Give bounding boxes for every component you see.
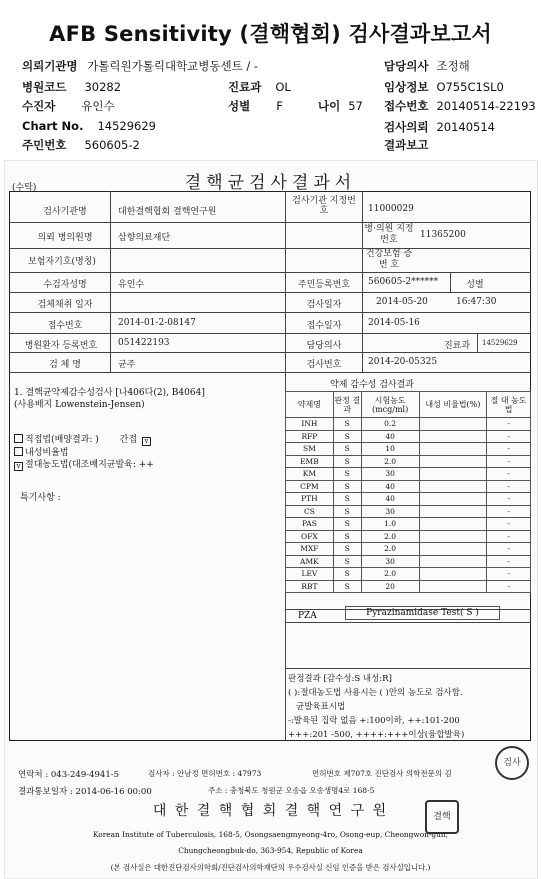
drug-ratio (419, 418, 487, 431)
patient-reg-label: 병원환자 등록번호 (24, 341, 98, 351)
drug-absolute: - (487, 505, 531, 518)
drug-result: S (333, 568, 361, 581)
footer-english-1: Korean Institute of Tuberculosis, 168-5, Osongsaengmyeong-4ro, Osong-eup, Cheongwon-gun, (92, 830, 449, 839)
drug-result: S (333, 580, 361, 593)
drug-ratio (419, 555, 487, 568)
footer-report-date: 결과통보일자 : 2014-06-16 00:00 (18, 787, 152, 797)
drug-ratio (419, 568, 487, 581)
inst-no-value: 11000029 (368, 204, 414, 214)
inst-value: 대한결핵협회 결핵연구원 (118, 207, 217, 217)
req-no-value: 11365200 (420, 230, 466, 240)
drug-row (286, 443, 531, 456)
drug-absolute: - (487, 580, 531, 593)
drug-name: OFX (286, 530, 334, 543)
direct-checkbox (14, 434, 23, 443)
receipt-label: 접수번호 (384, 99, 429, 113)
drug-name: CPM (286, 480, 334, 493)
chart-no-label: Chart No. (22, 119, 84, 133)
col-absolute: 절 대 농도법 (487, 392, 531, 418)
test-date-label: 검사일자 (306, 300, 342, 310)
request-value: 20140514 (436, 120, 495, 134)
col-result: 판정 결과 (333, 392, 361, 418)
footer-disclaimer: (본 검사실은 대한진단검사의학회/진단검사의학재단의 우수검사실 신임 인증을 받은 검사실입니다.) (110, 863, 431, 872)
chart-no-value: 14529629 (97, 119, 156, 133)
drug-ratio (419, 430, 487, 443)
drug-ratio (419, 505, 487, 518)
pza-value: Pyrazinamidase Test( S ) (345, 606, 500, 620)
specimen-label: 검 체 명 (49, 360, 81, 370)
specimen-value: 균주 (118, 360, 136, 370)
drug-conc: 2.0 (361, 543, 419, 556)
absolute-checkbox: v (14, 462, 23, 471)
footer-organization: 대 한 결 핵 협 회 결 핵 연 구 원 (152, 803, 389, 819)
drug-ratio (419, 580, 487, 593)
drug-name: AMK (286, 555, 334, 568)
drug-ratio (419, 480, 487, 493)
drug-ratio (419, 468, 487, 481)
test-time-value: 16:47:30 (456, 297, 497, 307)
sex-value: F (276, 99, 283, 113)
drug-row (286, 555, 531, 568)
drug-name: RBT (286, 580, 334, 593)
report-label: 결과보고 (384, 138, 429, 152)
footer-english-2: Chungcheongbuk-do, 363-954, Republic of Korea (178, 846, 363, 855)
sex-label: 성별 (228, 99, 251, 113)
receipt-value: 20140514-22193 (436, 99, 536, 113)
drug-conc: 40 (361, 430, 419, 443)
footer-examiner: 검사자 : 안남정 면허번호 : 47973 (148, 769, 262, 778)
test-no-label: 검사번호 (306, 360, 342, 370)
doctor-value: 조정해 (436, 59, 470, 73)
patient-label: 수진자 (22, 99, 56, 113)
pza-label: PZA (298, 611, 317, 621)
requester-hospital-value: 삼향의료재단 (118, 233, 171, 243)
drug-conc: 30 (361, 468, 419, 481)
footer-address: 주소 : 충청북도 청원군 오송읍 오송생명4로 168-5 (208, 786, 375, 795)
drug-row (286, 480, 531, 493)
sensitivity-table (285, 391, 531, 593)
collect-date-label: 검체채취 일자 (37, 300, 93, 310)
drug-name: LEV (286, 568, 334, 581)
drug-absolute: - (487, 418, 531, 431)
footer-phone: 연락처 : 043-249-4941-5 (18, 770, 120, 780)
legend-line-2: ( ):절대농도법 사용시는 ( )안의 농도로 검사함. (288, 688, 463, 698)
drug-conc: 0.2 (361, 418, 419, 431)
col-ratio: 내성 비율법(%) (419, 392, 487, 418)
req-no-label: 병·의원 지정번호 (364, 224, 414, 245)
drug-result: S (333, 443, 361, 456)
drug-row (286, 568, 531, 581)
method-line-1: 1. 결핵균약제감수성검사 [나406다(2), B4064] (14, 388, 205, 398)
requester-label: 의뢰기관명 (22, 59, 78, 73)
ratio-checkbox (14, 447, 23, 456)
drug-absolute: - (487, 468, 531, 481)
drug-conc: 2.0 (361, 455, 419, 468)
patient-reg-value: 051422193 (118, 338, 170, 348)
dept-label: 진료과 (228, 80, 262, 94)
drug-absolute: - (487, 480, 531, 493)
drug-row (286, 530, 531, 543)
drug-absolute: - (487, 443, 531, 456)
requester-value: 가톨릭원가톨릭대학교병동센트 / - (87, 59, 259, 73)
drug-ratio (419, 455, 487, 468)
age-label: 나이 (318, 99, 341, 113)
drug-row (286, 418, 531, 431)
age-value: 57 (348, 99, 363, 113)
test-no-value: 2014-20-05325 (368, 357, 438, 367)
drug-ratio (419, 493, 487, 506)
receipt-no-label: 접수번호 (47, 321, 83, 331)
sensitivity-caption: 약제 감수성 검사결과 (330, 380, 414, 390)
drug-conc: 2.0 (361, 530, 419, 543)
col-conc: 시험농도 (mcg/ml) (361, 392, 419, 418)
dept-value-scan: 14529629 (482, 339, 518, 347)
drug-name: KM (286, 468, 334, 481)
drug-absolute: - (487, 568, 531, 581)
hospital-code-value: 30282 (84, 80, 122, 94)
subject-rrn-value: 560605-2****** (368, 277, 439, 287)
drug-absolute: - (487, 430, 531, 443)
indirect-checkbox: v (142, 437, 151, 446)
drug-conc: 40 (361, 480, 419, 493)
dept-label-scan: 진료과 (443, 341, 471, 351)
drug-absolute: - (487, 455, 531, 468)
doctor-label: 담당의사 (384, 59, 429, 73)
direct-label: 직접법(배양결과: ) (25, 435, 99, 445)
requester-row (22, 58, 258, 74)
drug-name: PTH (286, 493, 334, 506)
inst-no-label: 검사기관 지정번호 (292, 196, 356, 216)
remarks-label: 특기사항 : (20, 493, 61, 503)
legend-line-5: +++:201 -500, ++++:+++이상(융합발육) (288, 730, 465, 740)
drug-name: CS (286, 505, 334, 518)
drug-ratio (419, 518, 487, 531)
org-seal: 결핵 (425, 800, 459, 834)
drug-name: PAS (286, 518, 334, 531)
drug-result: S (333, 430, 361, 443)
clinical-label: 임상정보 (384, 80, 429, 94)
requester-hospital-label: 의뢰 병의원명 (37, 233, 93, 243)
receipt-no-value: 2014-01-2-08147 (118, 318, 196, 328)
subject-name-value: 유인수 (118, 280, 145, 290)
drug-conc: 1.0 (361, 518, 419, 531)
report-title: AFB Sensitivity (결핵협회) 검사결과보고서 (49, 22, 492, 46)
dept-value: OL (275, 80, 291, 94)
drug-conc: 10 (361, 443, 419, 456)
drug-name: INH (286, 418, 334, 431)
drug-result: S (333, 418, 361, 431)
absolute-label: 절대농도법(대조배지균발육: ++ (25, 460, 154, 470)
drug-result: S (333, 555, 361, 568)
hospital-code-label: 병원코드 (22, 80, 67, 94)
direct-method-row (14, 432, 153, 446)
drug-conc: 30 (361, 505, 419, 518)
drug-absolute: - (487, 543, 531, 556)
indirect-label: 간접 (119, 435, 138, 445)
subject-sex-label: 성별 (466, 280, 484, 290)
lab-seal: 검사 (495, 746, 529, 780)
insurer-label: 보험자기호(명칭) (28, 257, 96, 267)
ratio-label: 내성비율법 (25, 448, 69, 458)
drug-row (286, 455, 531, 468)
legend-line-1: 판정결과 [감수성:S 내성:R] (288, 674, 392, 684)
drug-ratio (419, 543, 487, 556)
drug-result: S (333, 468, 361, 481)
drug-row (286, 468, 531, 481)
scan-title: 결핵균검사결과서 (184, 173, 357, 193)
footer-license: 면허번호 제707호 진단검사 의학전문의 김 (312, 769, 452, 778)
drug-result: S (333, 493, 361, 506)
drug-row (286, 518, 531, 531)
drug-row (286, 505, 531, 518)
legend-line-3: 균발육표시법 (296, 702, 346, 712)
drug-result: S (333, 480, 361, 493)
clinical-value: O755C1SL0 (436, 80, 504, 94)
drug-result: S (333, 530, 361, 543)
drug-row (286, 430, 531, 443)
drug-row (286, 543, 531, 556)
subject-rrn-label: 주민등록번호 (297, 280, 351, 290)
patient-value: 유인수 (81, 99, 115, 113)
drug-absolute: - (487, 530, 531, 543)
drug-result: S (333, 518, 361, 531)
attending-label: 담당의사 (306, 341, 342, 351)
rrn-label: 주민번호 (22, 138, 67, 152)
drug-conc: 2.0 (361, 568, 419, 581)
inst-label: 검사기관명 (43, 207, 87, 217)
drug-name: MXF (286, 543, 334, 556)
drug-absolute: - (487, 518, 531, 531)
drug-name: SM (286, 443, 334, 456)
rrn-value: 560605-2 (84, 138, 140, 152)
drug-name: RFP (286, 430, 334, 443)
drug-result: S (333, 455, 361, 468)
drug-row (286, 493, 531, 506)
drug-result: S (333, 543, 361, 556)
drug-conc: 20 (361, 580, 419, 593)
drug-ratio (419, 530, 487, 543)
receipt-date-label: 접수일자 (306, 321, 342, 331)
drug-absolute: - (487, 493, 531, 506)
drug-ratio (419, 443, 487, 456)
drug-conc: 30 (361, 555, 419, 568)
request-label: 검사의뢰 (384, 120, 429, 134)
legend-line-4: -:발육된 집락 없음 +:100이하, ++:101-200 (288, 716, 460, 726)
drug-row (286, 580, 531, 593)
drug-absolute: - (487, 555, 531, 568)
insurance-no-label: 건강보험 증 번 호 (365, 249, 413, 270)
drug-conc: 40 (361, 493, 419, 506)
drug-result: S (333, 505, 361, 518)
method-line-2: (사용배지 Lowenstein-Jensen) (14, 400, 145, 410)
scan-corner-label: (수탁) (12, 183, 37, 193)
absolute-method-row (14, 457, 154, 471)
subject-name-label: 수검자성명 (43, 280, 87, 290)
col-drug: 약제명 (286, 392, 334, 418)
receipt-date-value: 2014-05-16 (368, 318, 420, 328)
test-date-value: 2014-05-20 (376, 297, 428, 307)
drug-name: EMB (286, 455, 334, 468)
